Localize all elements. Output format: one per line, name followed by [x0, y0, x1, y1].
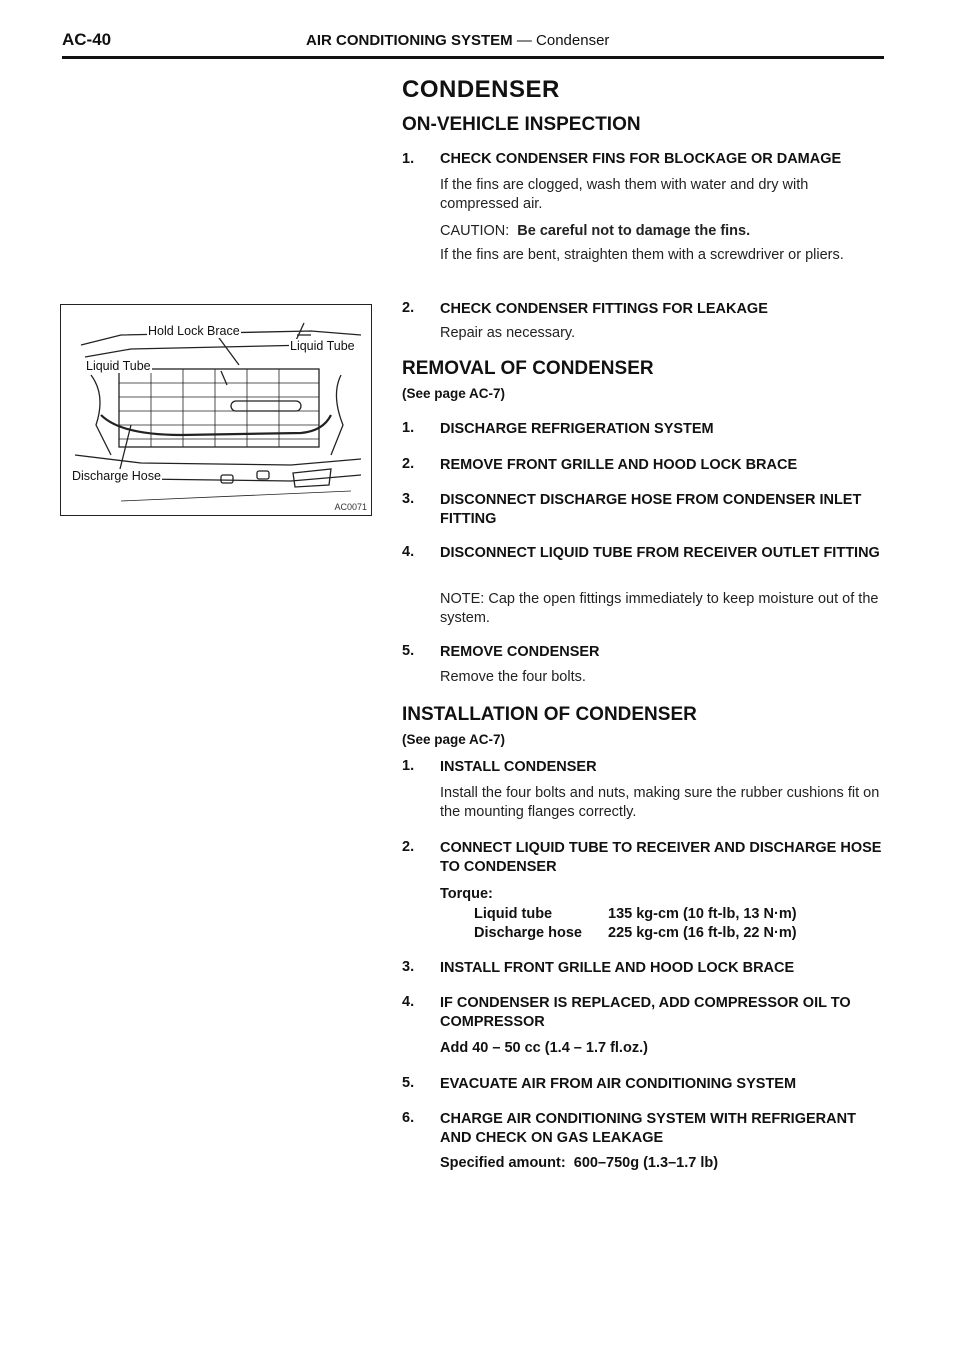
step-number: 2.: [402, 839, 415, 855]
step-heading: CONNECT LIQUID TUBE TO RECEIVER AND DISCHARGE HOSE TO CONDENSER: [440, 840, 882, 875]
header-rule: [62, 56, 884, 59]
step-heading: DISCONNECT LIQUID TUBE FROM RECEIVER OUTLET FITTING: [440, 545, 880, 561]
torque-label: Torque:: [440, 886, 493, 902]
step-body: Repair as necessary.: [440, 325, 576, 341]
step-heading: CHECK CONDENSER FINS FOR BLOCKAGE OR DAMAGE: [440, 151, 842, 167]
torque-value: 225 kg-cm (16 ft-lb, 22 N·m): [608, 925, 797, 941]
step-heading: CHARGE AIR CONDITIONING SYSTEM WITH REFRIGERANT AND CHECK ON GAS LEAKAGE: [440, 1111, 856, 1146]
spec-label: Specified amount:: [440, 1155, 566, 1171]
note-text: Cap the open fittings immediately to keep moisture out of the system.: [440, 591, 879, 626]
step-heading: REMOVE CONDENSER: [440, 644, 600, 660]
step-number: 5.: [402, 643, 415, 659]
step-number: 3.: [402, 959, 415, 975]
step-number: 1.: [402, 758, 415, 774]
section-heading-installation: INSTALLATION OF CONDENSER: [402, 704, 697, 725]
label-hold-lock-brace: Hold Lock Brace: [148, 324, 240, 338]
figure-code: AC0071: [334, 502, 367, 512]
condenser-illustration: [60, 304, 372, 516]
oil-amount: Add 40 – 50 cc (1.4 – 1.7 fl.oz.): [440, 1040, 648, 1056]
torque-item: Liquid tube: [474, 906, 553, 922]
section-heading-removal: REMOVAL OF CONDENSER: [402, 358, 654, 379]
caution-label: CAUTION:: [440, 223, 510, 239]
step-heading: DISCONNECT DISCHARGE HOSE FROM CONDENSER INLET FITTING: [440, 492, 862, 527]
header-title-sub: Condenser: [536, 32, 610, 49]
header-title: [306, 32, 609, 49]
step-body: Remove the four bolts.: [440, 669, 586, 685]
header-title-main: AIR CONDITIONING SYSTEM: [306, 32, 513, 49]
step-number: 4.: [402, 544, 415, 560]
step-number: 1.: [402, 151, 415, 167]
note-label: NOTE:: [440, 591, 485, 607]
step-heading: IF CONDENSER IS REPLACED, ADD COMPRESSOR OIL TO COMPRESSOR: [440, 995, 851, 1030]
step-body: If the fins are bent, straighten them with a screwdriver or pliers.: [440, 247, 844, 263]
step-number: 3.: [402, 491, 415, 507]
step-heading: INSTALL FRONT GRILLE AND HOOD LOCK BRACE: [440, 960, 795, 976]
page-header: [62, 30, 884, 60]
section-heading-inspection: ON-VEHICLE INSPECTION: [402, 114, 641, 135]
page-code: AC-40: [62, 30, 112, 49]
step-number: 1.: [402, 420, 415, 436]
label-discharge-hose: Discharge Hose: [72, 469, 161, 483]
label-liquid-tube-right: Liquid Tube: [290, 339, 355, 353]
caution-note: [440, 222, 885, 241]
page-title: CONDENSER: [402, 76, 560, 103]
page-reference: (See page AC-7): [402, 732, 506, 747]
step-number: 5.: [402, 1075, 415, 1091]
header-title-separator: —: [512, 32, 537, 49]
step-number: 2.: [402, 456, 415, 472]
torque-item: Discharge hose: [474, 925, 582, 941]
step-heading: REMOVE FRONT GRILLE AND HOOD LOCK BRACE: [440, 457, 798, 473]
label-liquid-tube-left: Liquid Tube: [86, 359, 151, 373]
step-heading: CHECK CONDENSER FITTINGS FOR LEAKAGE: [440, 301, 768, 317]
step-body: Install the four bolts and nuts, making sure the rubber cushions fit on the mounting flanges correctly.: [440, 785, 880, 820]
page-reference: (See page AC-7): [402, 386, 506, 401]
step-heading: DISCHARGE REFRIGERATION SYSTEM: [440, 421, 714, 437]
torque-value: 135 kg-cm (10 ft-lb, 13 N·m): [608, 906, 797, 922]
step-number: 4.: [402, 994, 415, 1010]
step-heading: EVACUATE AIR FROM AIR CONDITIONING SYSTEM: [440, 1076, 797, 1092]
step-heading: INSTALL CONDENSER: [440, 759, 597, 775]
specified-amount: [440, 1155, 718, 1171]
caution-text: Be careful not to damage the fins.: [517, 223, 751, 239]
step-body: If the fins are clogged, wash them with water and dry with compressed air.: [440, 177, 809, 212]
step-number: 2.: [402, 300, 415, 316]
step-number: 6.: [402, 1110, 415, 1126]
spec-value: 600–750g (1.3–1.7 lb): [573, 1155, 719, 1171]
note: [440, 590, 885, 628]
